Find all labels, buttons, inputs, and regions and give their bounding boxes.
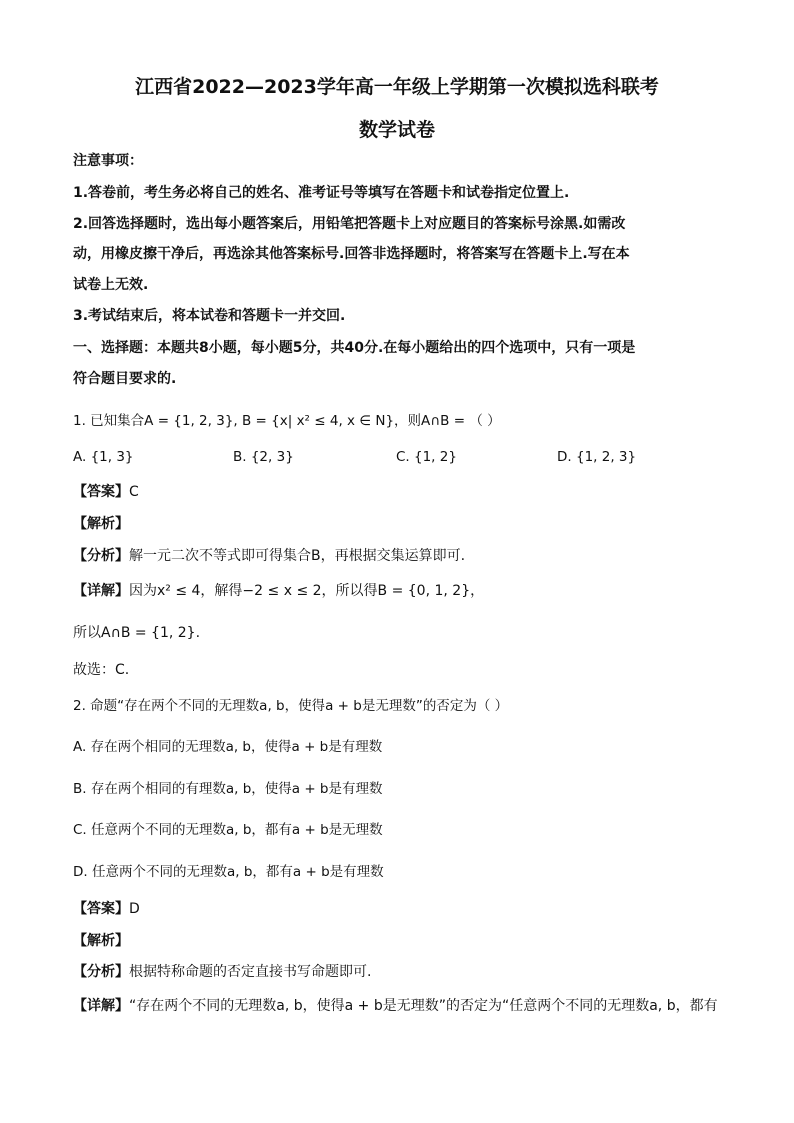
question-2-answer: [73, 899, 728, 919]
question-2-option-d: D. 任意两个不同的无理数a, b，都有a + b是有理数: [73, 864, 384, 880]
question-2-analysis-label: 【解析】: [73, 933, 129, 949]
note-2-line-1: 2.回答选择题时，选出每小题答案后，用铅笔把答题卡上对应题目的答案标号涂黑.如需改: [73, 216, 626, 232]
question-1-option-b: B. {2, 3}: [233, 449, 294, 465]
question-2-fenxi: [73, 962, 728, 982]
page-title: 江西省2022—2023学年高一年级上学期第一次模拟选科联考: [135, 76, 659, 98]
notes-heading: 注意事项：: [73, 153, 143, 169]
answer-value: D: [129, 901, 140, 917]
question-1-detail-2: 所以A∩B = {1, 2}.: [73, 625, 201, 641]
fenxi-text: 解一元二次不等式即可得集合B，再根据交集运算即可.: [129, 548, 466, 564]
question-2-option-b: B. 存在两个相同的有理数a, b，使得a + b是有理数: [73, 781, 383, 797]
page-subtitle: 数学试卷: [358, 119, 435, 141]
note-1: 1.答卷前，考生务必将自己的姓名、准考证号等填写在答题卡和试卷指定位置上.: [73, 185, 570, 201]
question-1-fenxi: [73, 546, 728, 566]
question-2-option-a: A. 存在两个相同的无理数a, b，使得a + b是有理数: [73, 739, 383, 755]
answer-label: 【答案】: [73, 484, 129, 500]
note-2-line-2: 动，用橡皮擦干净后，再选涂其他答案标号.回答非选择题时，将答案写在答题卡上.写在本: [73, 246, 630, 262]
detail-text: “存在两个不同的无理数a, b，使得a + b是无理数”的否定为“任意两个不同的无理数a, b，都有: [129, 998, 718, 1014]
answer-value: C: [129, 484, 139, 500]
section-heading-line-2: 符合题目要求的.: [73, 371, 177, 387]
question-2-option-c: C. 任意两个不同的无理数a, b，都有a + b是无理数: [73, 822, 383, 838]
question-2-detail: [73, 996, 728, 1016]
question-1-analysis-label: 【解析】: [73, 516, 129, 532]
question-1-option-c: C. {1, 2}: [396, 449, 457, 465]
note-3: 3.考试结束后，将本试卷和答题卡一并交回.: [73, 308, 346, 324]
question-1-option-d: D. {1, 2, 3}: [557, 449, 637, 465]
question-1-stem: 1. 已知集合A = {1, 2, 3}, B = {x| x² ≤ 4, x ∈ N}，则A∩B = （ ）: [73, 413, 501, 429]
detail-label: 【详解】: [73, 998, 129, 1014]
question-1-option-a: A. {1, 3}: [73, 449, 134, 465]
fenxi-label: 【分析】: [73, 548, 129, 564]
fenxi-label: 【分析】: [73, 964, 129, 980]
question-2-stem: 2. 命题“存在两个不同的无理数a, b，使得a + b是无理数”的否定为（ ）: [73, 698, 509, 714]
question-1-detail: [73, 581, 728, 601]
question-1-conclusion: 故选：C.: [73, 662, 130, 678]
answer-label: 【答案】: [73, 901, 129, 917]
question-1-answer: [73, 482, 728, 502]
detail-label: 【详解】: [73, 583, 129, 599]
note-2-line-3: 试卷上无效.: [73, 277, 149, 293]
fenxi-text: 根据特称命题的否定直接书写命题即可.: [129, 964, 372, 980]
detail-text: 因为x² ≤ 4，解得−2 ≤ x ≤ 2，所以得B = {0, 1, 2}，: [129, 583, 485, 599]
section-heading-line-1: 一、选择题：本题共8小题，每小题5分，共40分.在每小题给出的四个选项中，只有一项是: [73, 340, 636, 356]
